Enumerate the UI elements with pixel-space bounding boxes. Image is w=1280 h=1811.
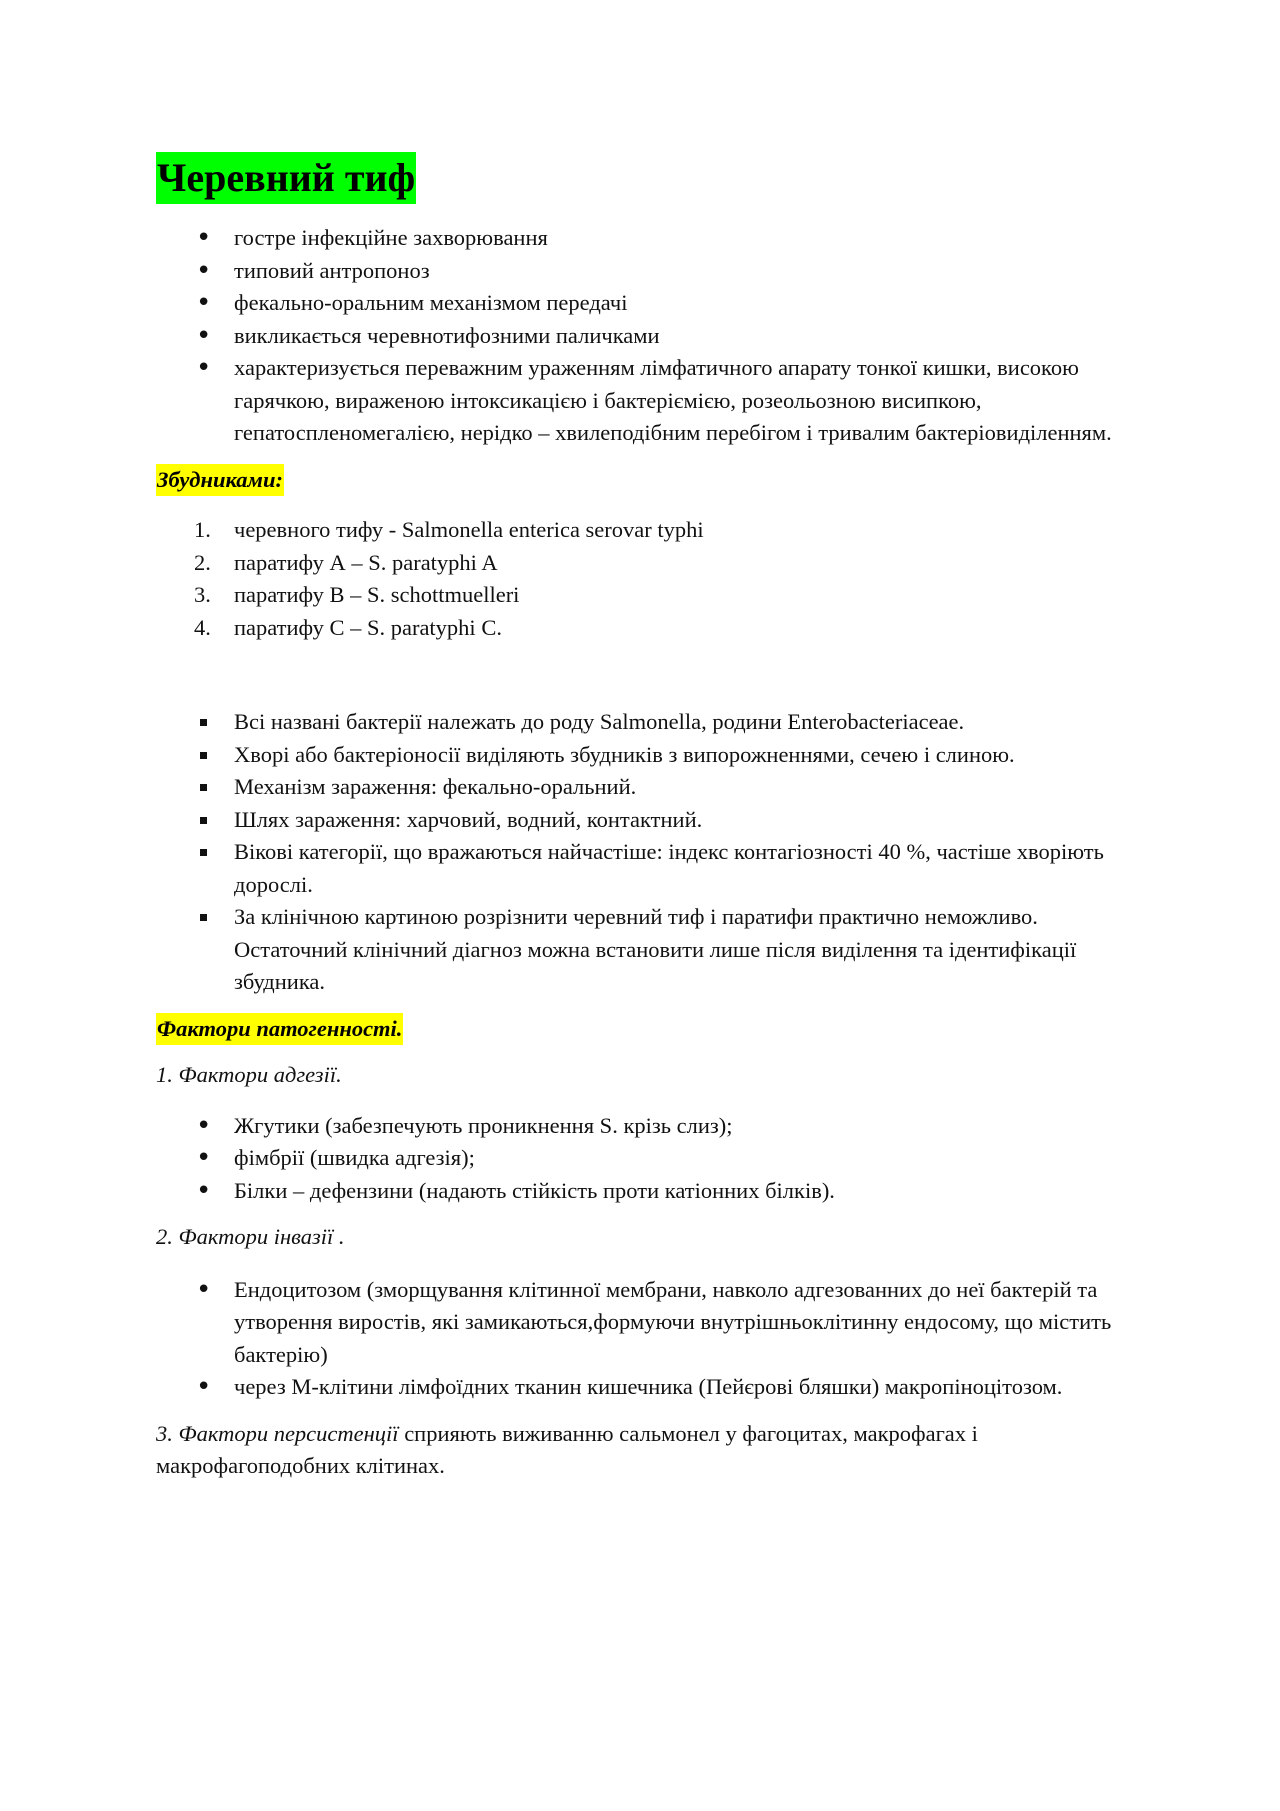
list-item: • фекально-оральним механізмом передачі: [156, 287, 1130, 320]
list-number: 2.: [194, 549, 211, 575]
list-number: 1.: [194, 517, 211, 542]
invasion-heading: [156, 1221, 1130, 1254]
list-item: [156, 514, 1130, 547]
list-item-text: черевного тифу - Salmonella enterica serovar typhi: [234, 517, 704, 542]
list-item: • характеризується переважним ураженням лімфатичного апарату тонкої кишки, високою гарячкою, вираженою інтоксикацією і бактеріємією, розеольозною висипкою, гепатоспленомегалією, нерідко – хвилеподібним перебігом і тривалим бактеріовиділенням.: [156, 352, 1130, 450]
persistence-paragraph: [156, 1418, 1130, 1483]
pathogens-heading: Збудниками:: [156, 464, 284, 497]
list-item: Хворі або бактеріоносії виділяють збудників з випорожненнями, сечею і слиною.: [156, 739, 1130, 772]
adhesion-heading: [156, 1059, 1130, 1092]
persistence-label: 3. Фактори персистенції: [156, 1420, 399, 1446]
list-item: Шлях зараження: харчовий, водний, контактний.: [156, 804, 1130, 837]
intro-list: [156, 222, 1130, 450]
invasion-heading-text: 2. Фактори інвазії .: [156, 1224, 345, 1249]
persistence-text: сприяють виживанню сальмонел у фагоцитах, макрофагах і макрофагоподобних клітинах.: [156, 1420, 978, 1478]
pathogens-list: [156, 514, 1130, 644]
list-item: • Білки – дефензини (надають стійкість проти катіонних білків).: [156, 1175, 1130, 1208]
list-item: • типовий антропоноз: [156, 255, 1130, 288]
list-item: За клінічною картиною розрізнити черевний тиф і паратифи практично неможливо. Остаточний клінічний діагноз можна встановити лише після виділення та ідентифікації збудника.: [156, 901, 1130, 999]
list-item: Вікові категорії, що вражаються найчастіше: індекс контагіозності 40 %, частіше хворіють дорослі.: [156, 836, 1130, 901]
facts-list: [156, 706, 1130, 999]
list-item-text: паратифу А – S. paratyphi A: [234, 549, 498, 575]
list-item: • фімбрії (швидка адгезія);: [156, 1142, 1130, 1175]
factors-heading: Фактори патогенності.: [156, 1013, 403, 1046]
list-number: 4.: [194, 614, 211, 640]
pathogens-heading-line: [156, 464, 1130, 497]
factors-heading-line: [156, 1013, 1130, 1046]
list-item: Всі названі бактерії належать до роду Salmonella, родини Enterobacteriaceae.: [156, 706, 1130, 739]
adhesion-heading-text: 1. Фактори адгезії.: [156, 1062, 342, 1087]
document-title: Черевний тиф: [156, 152, 416, 204]
list-item: • викликається черевнотифозними паличками: [156, 320, 1130, 353]
list-item-text: паратифу В – S. schottmuelleri: [234, 582, 520, 607]
list-number: 3.: [194, 582, 211, 607]
list-item: [156, 547, 1130, 580]
list-item: [156, 612, 1130, 645]
adhesion-list: [156, 1110, 1130, 1208]
list-item: • гостре інфекційне захворювання: [156, 222, 1130, 255]
list-item: Механізм зараження: фекально-оральний.: [156, 771, 1130, 804]
list-item: [156, 579, 1130, 612]
list-item-text: паратифу С – S. paratyphi C.: [234, 614, 502, 640]
list-item: • через М-клітини лімфоїдних тканин кишечника (Пейєрові бляшки) макропіноцітозом.: [156, 1371, 1130, 1404]
list-item: • Ендоцитозом (зморщування клітинної мембрани, навколо адгезованних до неї бактерій та утворення виростів, які замикаються,формуючи внутрішньоклітинну ендосому, що містить бактерію): [156, 1274, 1130, 1372]
invasion-list: [156, 1274, 1130, 1404]
list-item: • Жгутики (забезпечують проникнення S. крізь слиз);: [156, 1110, 1130, 1143]
